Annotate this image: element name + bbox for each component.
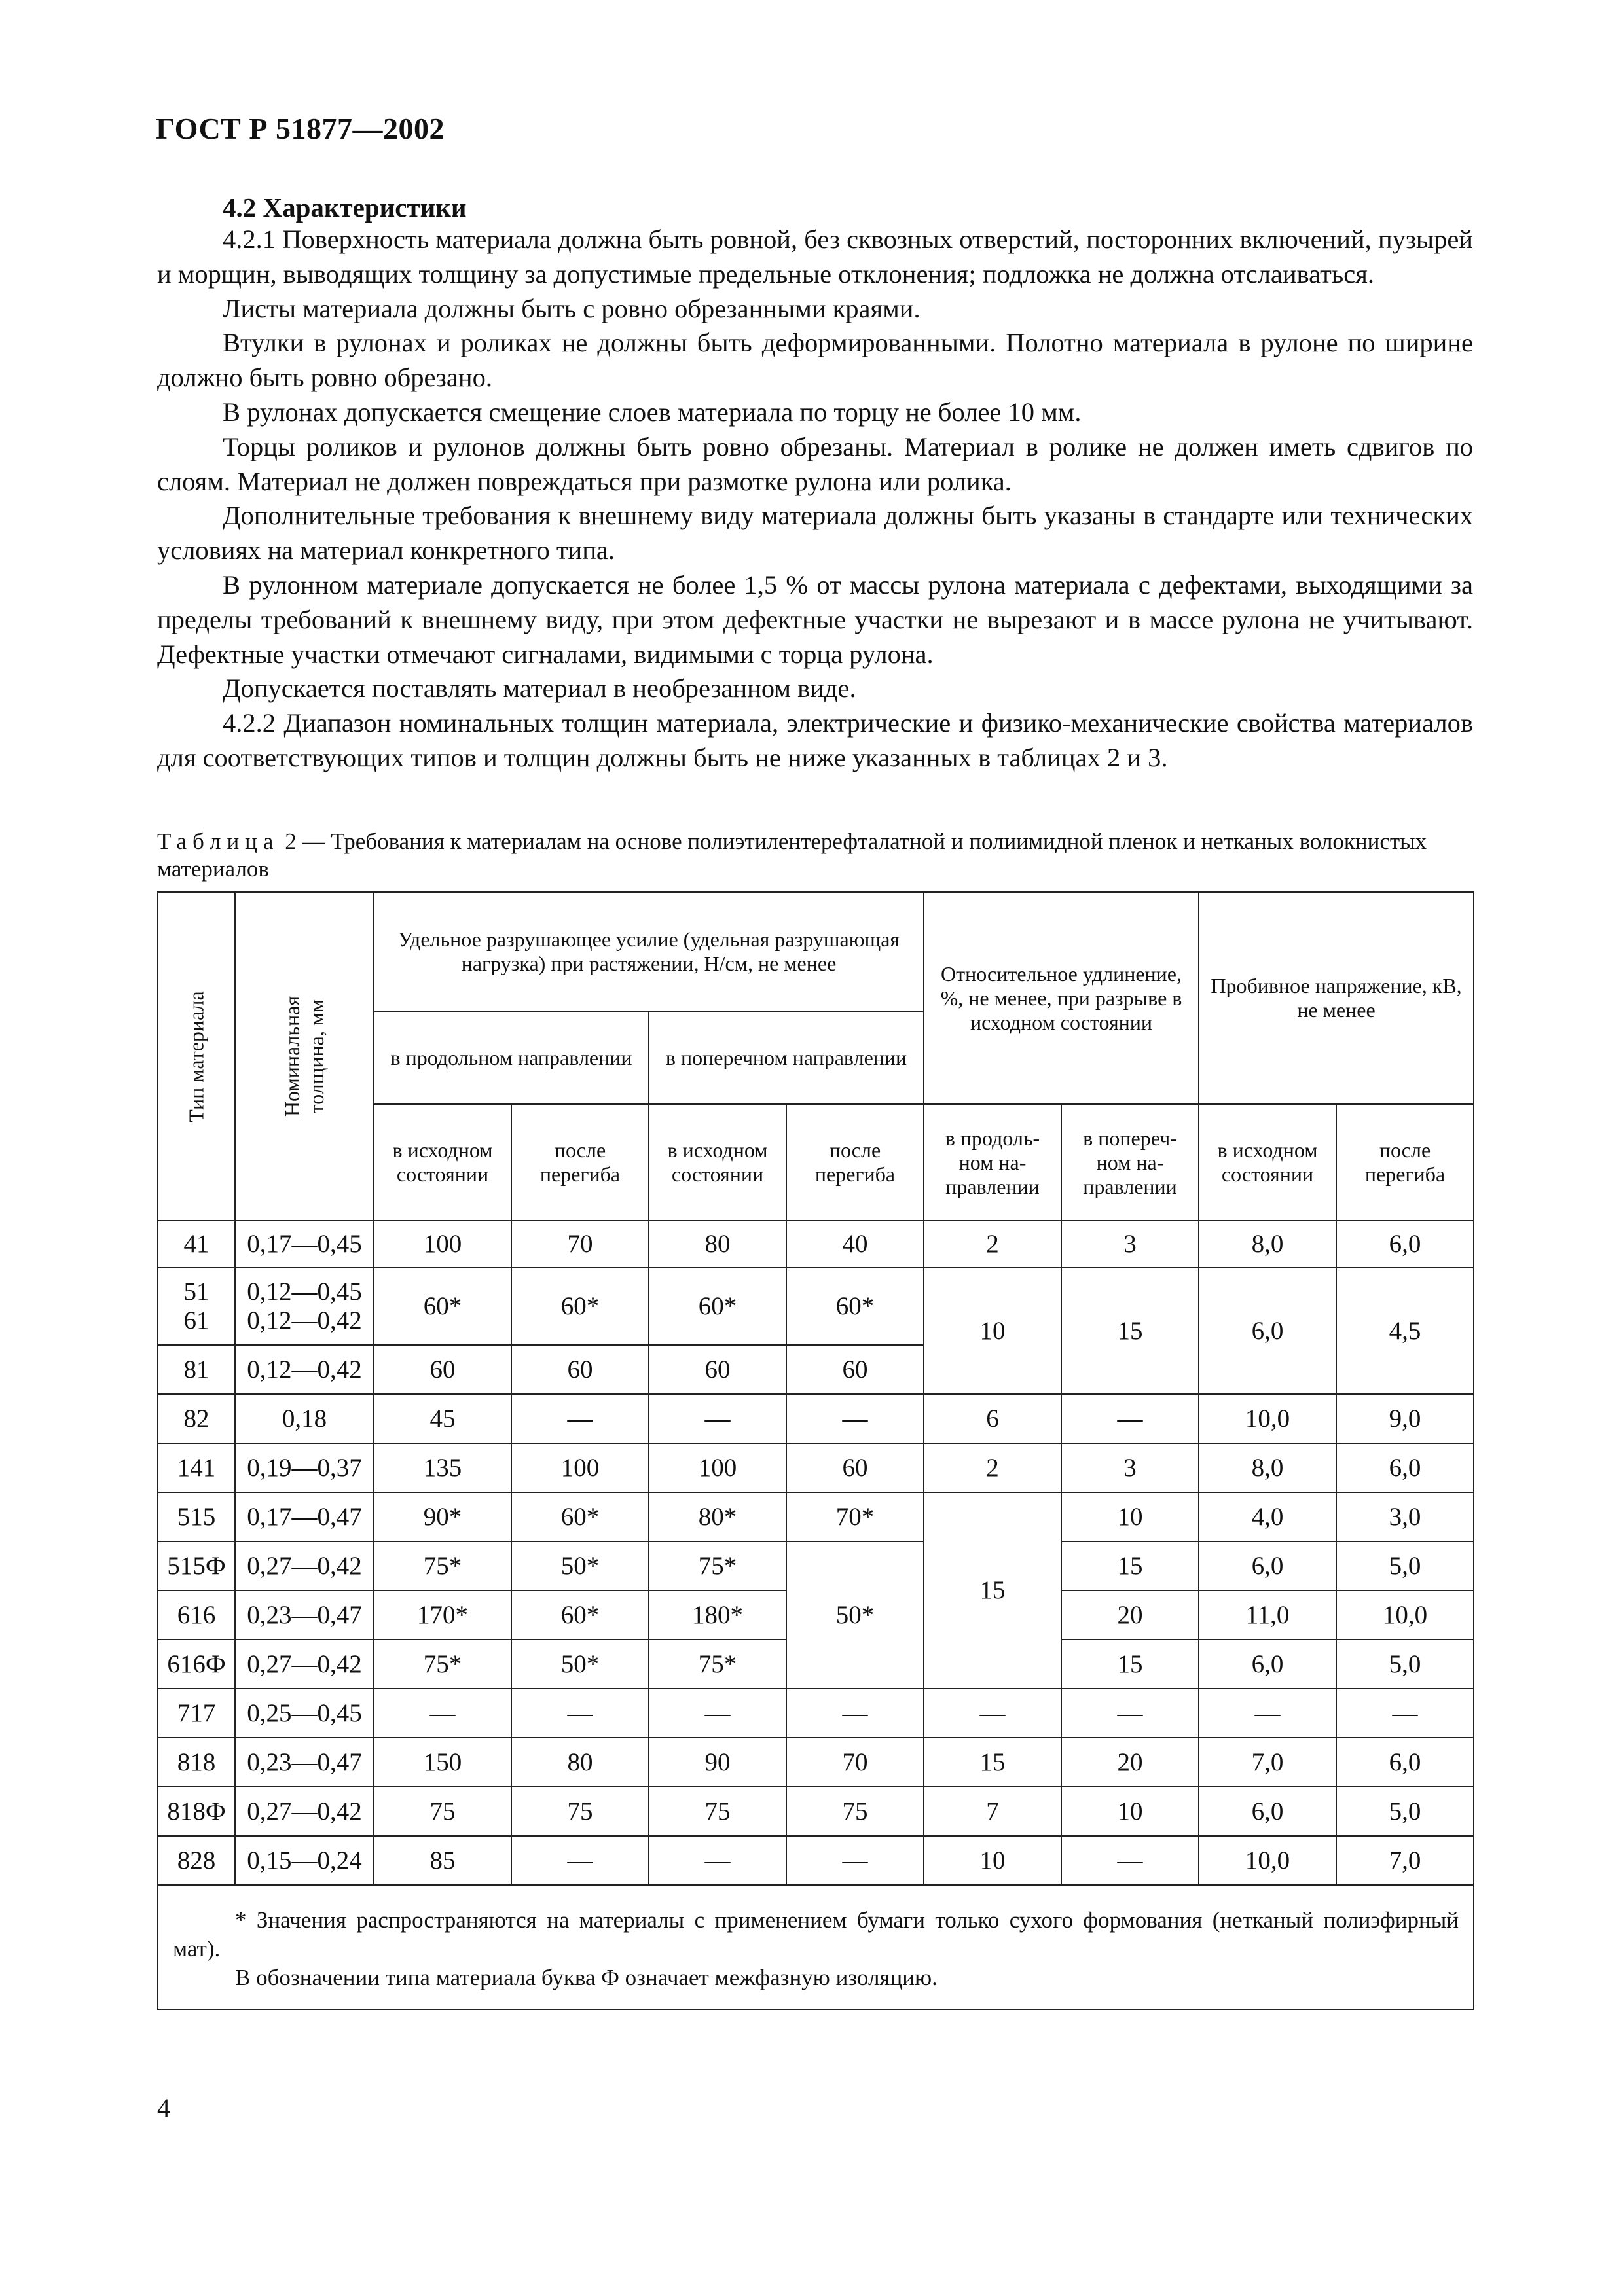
table-caption [157,828,1473,883]
table-row [158,1492,1474,1541]
page-number: 4 [157,2093,170,2123]
cell-value: 75* [374,1640,511,1689]
header-elongation-transverse: в попереч- ном на- правлении [1061,1104,1199,1221]
cell-value: 40 [786,1221,924,1268]
cell-value: 50* [511,1640,649,1689]
table-row [158,1394,1474,1443]
cell-value: 60 [511,1345,649,1394]
cell-value: 75 [649,1787,786,1836]
header-initial: в исходном состоянии [649,1104,786,1221]
header-elongation: Относительное удлинение, %, не менее, при разрыве в исходном состоянии [924,892,1199,1104]
cell-value: 10 [924,1836,1061,1885]
cell-value: 10,0 [1336,1590,1474,1640]
cell-value: 60 [649,1345,786,1394]
cell-thickness: 0,27—0,42 [235,1541,374,1590]
cell-type: 818Ф [158,1787,235,1836]
cell-value: 6,0 [1199,1787,1336,1836]
footnote: * Значения распространяются на материалы с применением бумаги только сухого формования (нетканый полиэфирный мат). [173,1907,1459,1962]
cell-value: 9,0 [1336,1394,1474,1443]
header-longitudinal: в продольном направлении [374,1011,649,1104]
table-row [158,1443,1474,1492]
cell-type: 828 [158,1836,235,1885]
cell-value: 7 [924,1787,1061,1836]
cell-thickness: 0,27—0,42 [235,1787,374,1836]
cell-value: 7,0 [1199,1738,1336,1787]
header-breakdown-voltage: Пробивное напряжение, кВ, не менее [1199,892,1474,1104]
cell-value: 60 [786,1345,924,1394]
cell-value: 10 [1061,1787,1199,1836]
cell-value: 150 [374,1738,511,1787]
cell-value: 70* [786,1492,924,1541]
cell-value: — [649,1836,786,1885]
header-type: Тип материала [158,892,235,1221]
cell-value: 60 [374,1345,511,1394]
cell-value: 15 [1061,1541,1199,1590]
cell-value: 60 [786,1443,924,1492]
cell-value: 5,0 [1336,1541,1474,1590]
cell-value: 50* [786,1541,924,1689]
cell-value: — [649,1689,786,1738]
requirements-table [157,891,1474,2010]
table-row [158,1541,1474,1590]
cell-value: 2 [924,1443,1061,1492]
paragraph: В рулонах допускается смещение слоев материала по торцу не более 10 мм. [223,397,1082,427]
cell-type: 141 [158,1443,235,1492]
cell-value: 135 [374,1443,511,1492]
cell-type: 41 [158,1221,235,1268]
footnote: В обозначении типа материала буква Ф означает межфазную изоляцию. [235,1965,938,1990]
cell-value: 70 [511,1221,649,1268]
cell-value: 3 [1061,1443,1199,1492]
cell-value: 90* [374,1492,511,1541]
cell-type: 515Ф [158,1541,235,1590]
cell-value: 10,0 [1199,1394,1336,1443]
cell-value: 20 [1061,1590,1199,1640]
cell-thickness: 0,15—0,24 [235,1836,374,1885]
table-row [158,1221,1474,1268]
cell-value: 80 [511,1738,649,1787]
cell-value: 3 [1061,1221,1199,1268]
cell-value: 100 [374,1221,511,1268]
cell-thickness: 0,23—0,47 [235,1590,374,1640]
header-transverse: в поперечном направлении [649,1011,924,1104]
table-caption-text: 2 — Требования к материалам на основе полиэтилентерефталатной и полиимидной пленок и нетканых волокнистых материалов [157,829,1427,882]
header-thickness: Номинальная толщина, мм [235,892,374,1221]
paragraph: Допускается поставлять материал в необрезанном виде. [223,673,856,704]
cell-value: — [1061,1394,1199,1443]
cell-thickness: 0,27—0,42 [235,1640,374,1689]
cell-value: 75 [511,1787,649,1836]
cell-thickness: 0,19—0,37 [235,1443,374,1492]
cell-value: 60* [511,1590,649,1640]
cell-thickness: 0,18 [235,1394,374,1443]
cell-value: 75* [374,1541,511,1590]
cell-value: 6,0 [1199,1640,1336,1689]
cell-type: 818 [158,1738,235,1787]
cell-value: — [1061,1836,1199,1885]
cell-type: 82 [158,1394,235,1443]
cell-value: 75 [786,1787,924,1836]
cell-value: 15 [924,1738,1061,1787]
paragraph: Втулки в рулонах и роликах не должны быть деформированными. Полотно материала в рулоне по ширине должно быть ровно обрезано. [157,328,1473,393]
body-text [157,223,1473,776]
paragraph: Дополнительные требования к внешнему виду материала должны быть указаны в стандарте или технических условиях на материал конкретного типа. [157,501,1473,565]
header-initial: в исходном состоянии [374,1104,511,1221]
cell-value: 75* [649,1640,786,1689]
cell-value: — [511,1836,649,1885]
cell-value: — [786,1836,924,1885]
table-row [158,1836,1474,1885]
cell-value: — [649,1394,786,1443]
cell-value: 5,0 [1336,1787,1474,1836]
cell-value: — [924,1689,1061,1738]
cell-value: 75 [374,1787,511,1836]
cell-type: 717 [158,1689,235,1738]
cell-value: 6,0 [1336,1443,1474,1492]
cell-value: 2 [924,1221,1061,1268]
cell-value: — [786,1689,924,1738]
header-after-bend: после перегиба [786,1104,924,1221]
cell-value: 4,0 [1199,1492,1336,1541]
cell-value: 80* [649,1492,786,1541]
cell-value: 6 [924,1394,1061,1443]
cell-value: — [374,1689,511,1738]
cell-value: 6,0 [1336,1221,1474,1268]
cell-value: 70 [786,1738,924,1787]
cell-value: 170* [374,1590,511,1640]
cell-value: 10 [924,1268,1061,1394]
header-elongation-longitudinal: в продоль- ном на- правлении [924,1104,1061,1221]
paragraph: Листы материала должны быть с ровно обрезанными краями. [223,293,921,323]
cell-value: 60* [649,1268,786,1345]
cell-value: 15 [924,1492,1061,1689]
cell-value: 90 [649,1738,786,1787]
cell-value: — [1061,1689,1199,1738]
cell-thickness: 0,12—0,42 [235,1345,374,1394]
cell-value: 15 [1061,1268,1199,1394]
cell-value: 100 [649,1443,786,1492]
header-tensile-force: Удельное разрушающее усилие (удельная разрушающая нагрузка) при растяжении, Н/см, не менее [374,892,924,1011]
table-row [158,1738,1474,1787]
table-row [158,1787,1474,1836]
header-after-bend: после перегиба [511,1104,649,1221]
cell-thickness: 0,23—0,47 [235,1738,374,1787]
table-footnotes [158,1885,1474,2009]
paragraph: 4.2.2 Диапазон номинальных толщин материала, электрические и физико-механические свойства материалов для соответствующих типов и толщин должны быть не ниже указанных в таблицах 2 и 3. [157,708,1473,772]
cell-value: 6,0 [1199,1541,1336,1590]
cell-value: 60* [374,1268,511,1345]
paragraph: 4.2.1 Поверхность материала должна быть ровной, без сквозных отверстий, посторонних включений, пузырей и морщин, выводящих толщину за допустимые предельные отклонения; подложка не должна отслаиваться. [157,224,1473,289]
document-header: ГОСТ Р 51877—2002 [156,112,445,145]
table-row [158,1268,1474,1345]
paragraph: Торцы роликов и рулонов должны быть ровно обрезаны. Материал в ролике не должен иметь сдвигов по слоям. Материал не должен повреждаться при размотке рулона или ролика. [157,431,1473,496]
cell-value: 6,0 [1336,1738,1474,1787]
cell-thickness: 0,25—0,45 [235,1689,374,1738]
paragraph: В рулонном материале допускается не более 1,5 % от массы рулона материала с дефектами, выходящими за пределы требований к внешнему виду, при этом дефектные участки не вырезают и в массе рулона не учитывают. Дефектные участки отмечают сигналами, видимыми с торца рулона. [157,569,1473,669]
cell-value: 6,0 [1199,1268,1336,1394]
section-title: 4.2 Характеристики [223,192,467,223]
cell-value: 85 [374,1836,511,1885]
cell-type: 616Ф [158,1640,235,1689]
cell-type: 515 [158,1492,235,1541]
cell-value: 100 [511,1443,649,1492]
cell-type: 51 61 [158,1268,235,1345]
cell-value: 4,5 [1336,1268,1474,1394]
table-caption-prefix: Таблица [157,829,280,854]
cell-value: 60* [511,1492,649,1541]
cell-value: 8,0 [1199,1443,1336,1492]
cell-value: 11,0 [1199,1590,1336,1640]
cell-value: 8,0 [1199,1221,1336,1268]
cell-value: 60* [786,1268,924,1345]
cell-value: — [1199,1689,1336,1738]
cell-type: 81 [158,1345,235,1394]
cell-value: 5,0 [1336,1640,1474,1689]
cell-value: 15 [1061,1640,1199,1689]
cell-thickness: 0,12—0,45 0,12—0,42 [235,1268,374,1345]
cell-value: 10,0 [1199,1836,1336,1885]
cell-thickness: 0,17—0,47 [235,1492,374,1541]
cell-value: 80 [649,1221,786,1268]
cell-thickness: 0,17—0,45 [235,1221,374,1268]
cell-value: — [786,1394,924,1443]
cell-value: 7,0 [1336,1836,1474,1885]
cell-value: 20 [1061,1738,1199,1787]
cell-value: — [511,1689,649,1738]
cell-value: 10 [1061,1492,1199,1541]
cell-value: 180* [649,1590,786,1640]
cell-value: — [511,1394,649,1443]
cell-value: 50* [511,1541,649,1590]
cell-value: 60* [511,1268,649,1345]
cell-type: 616 [158,1590,235,1640]
cell-value: — [1336,1689,1474,1738]
header-after-bend: после перегиба [1336,1104,1474,1221]
header-initial: в исходном состоянии [1199,1104,1336,1221]
cell-value: 45 [374,1394,511,1443]
table-row [158,1689,1474,1738]
cell-value: 75* [649,1541,786,1590]
cell-value: 3,0 [1336,1492,1474,1541]
